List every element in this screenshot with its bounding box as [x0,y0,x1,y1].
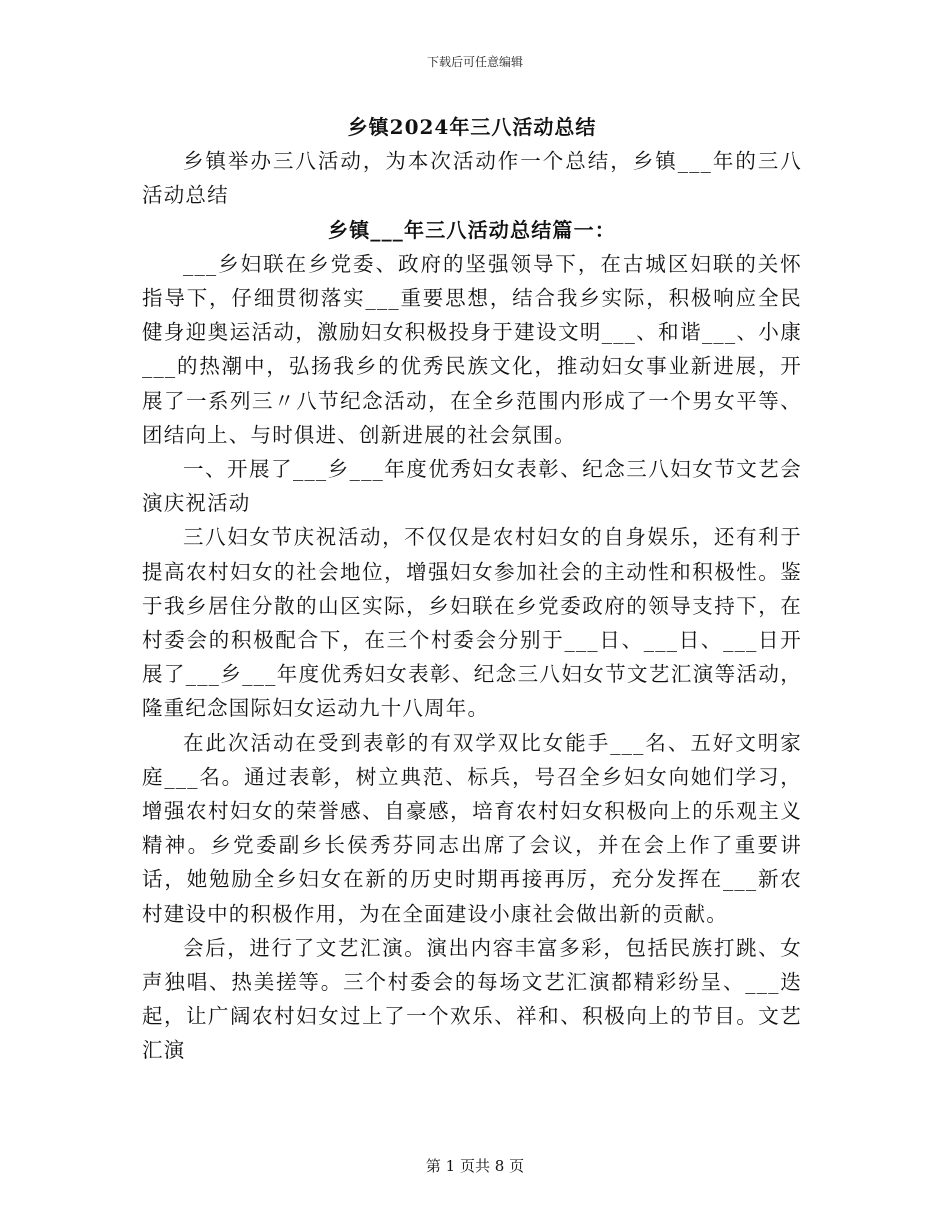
document-body [142,110,802,1068]
header-note: 下载后可任意编辑 [426,55,523,69]
body-paragraph: 会后，进行了文艺汇演。演出内容丰富多彩，包括民族打跳、女声独唱、热美搓等。三个村委会的每场文艺汇演都精彩纷呈、___迭起，让广阔农村妇女过上了一个欢乐、祥和、积极向上的节目。文艺汇演 [142,935,802,1063]
intro-paragraph: 乡镇举办三八活动，为本次活动作一个总结，乡镇___年的三八活动总结 [142,149,802,208]
body-paragraph: 三八妇女节庆祝活动，不仅仅是农村妇女的自身娱乐，还有利于提高农村妇女的社会地位，增强妇女参加社会的主动性和积极性。鉴于我乡居住分散的山区实际，乡妇联在乡党委政府的领导支持下，在村委会的积极配合下，在三个村委会分别于___日、___日、___日开展了___乡___年度优秀妇女表彰、纪念三八妇女节文艺汇演等活动，隆重纪念国际妇女运动九十八周年。 [142,525,802,721]
page-number: 第 1 页共 8 页 [425,1157,525,1175]
document-title: 乡镇2024年三八活动总结 [347,115,597,139]
body-paragraph: ___乡妇联在乡党委、政府的坚强领导下，在古城区妇联的关怀指导下，仔细贯彻落实___重要思想，结合我乡实际，积极响应全民健身迎奥运活动，激励妇女积极投身于建设文明___、和谐___、小康___的热潮中，弘扬我乡的优秀民族文化，推动妇女事业新进展，开展了一系列三〃八节纪念活动，在全乡范围内形成了一个男女平等、团结向上、与时俱进、创新进展的社会氛围。 [142,251,802,447]
body-paragraph: 在此次活动在受到表彰的有双学双比女能手___名、五好文明家庭___名。通过表彰，树立典范、标兵，号召全乡妇女向她们学习，增强农村妇女的荣誉感、自豪感，培育农村妇女积极向上的乐观主义精神。乡党委副乡长侯秀芬同志出席了会议，并在会上作了重要讲话，她勉励全乡妇女在新的历史时期再接再厉，充分发挥在___新农村建设中的积极作用，为在全面建设小康社会做出新的贡献。 [142,730,802,926]
body-paragraph: 一、开展了___乡___年度优秀妇女表彰、纪念三八妇女节文艺会演庆祝活动 [142,457,802,516]
section-subtitle: 乡镇___年三八活动总结篇一： [328,217,616,242]
